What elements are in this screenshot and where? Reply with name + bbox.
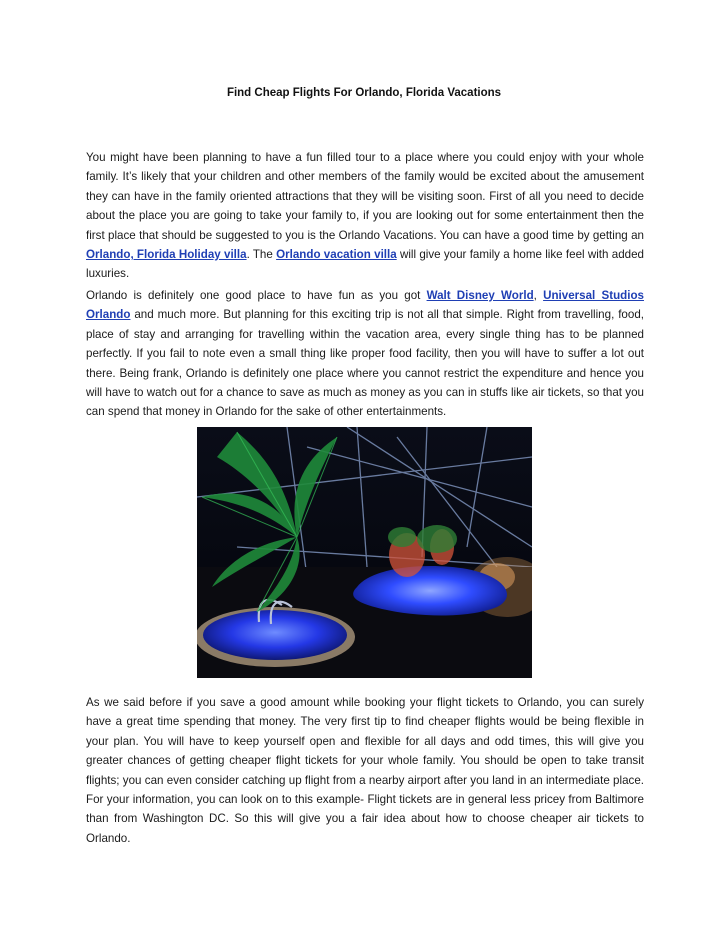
link-universal-studios[interactable]: Universal Studios Orlando [86, 289, 644, 322]
pool-photo [197, 427, 532, 678]
paragraph-text: Orlando is definitely one good place to have fun as you got [86, 289, 427, 302]
link-walt-disney-world[interactable]: Walt Disney World [426, 289, 534, 302]
link-holiday-villa[interactable]: Orlando, Florida Holiday villa [86, 248, 247, 262]
paragraph-text: will give your family a home like feel with added luxuries. [86, 248, 644, 281]
paragraph-orlando [86, 286, 644, 422]
paragraph-text: and much more. But planning for this exciting trip is not all that simple. Right from travelling, food, place of stay and arranging for travelling within the vacation area, every single thing has to be planned perfectly. If you fail to note even a small thing like proper food facility, then you will have to suffer a lot out there. Being frank, Orlando is definitely one place where you cannot restrict the expenditure and hence you will have to watch out for a chance to save as much as money as you can in stuffs like air tickets, so that you can spend that money in Orlando for the sake of other entertainments. [86, 308, 644, 419]
document-title: Find Cheap Flights For Orlando, Florida Vacations [226, 87, 502, 99]
paragraph-flight-tips: As we said before if you save a good amount while booking your flight tickets to Orlando, you can surely have a great time spending that money. The very first tip to find cheaper flights would be being flexible in your plan. You will have to keep yourself open and flexible for all days and odd times, this will give you greater chances of getting cheaper flight tickets for your whole family. You should be open to take transit flights; you can even consider catching up flight from a nearby airport after you land in an intermediate place. For your information, you can look on to this example- Flight tickets are in general less pricey from Baltimore than from Washington DC. So this will give you a fair idea about how to choose cheaper air tickets to Orlando. [86, 696, 644, 845]
paragraph-text: You might have been planning to have a fun filled tour to a place where you could enjoy with your whole family. It’s likely that your children and other members of the family would be excited about the amusement they can have in the family oriented attractions that they will be visiting soon. First of all you need to decide about the place you are going to take your family to, if you are looking out for some entertainment then the first place that should be suggested to you is the Orlando Vacations. You can have a good time by getting an [86, 151, 644, 242]
paragraph-text: , [533, 289, 544, 302]
link-vacation-villa[interactable]: Orlando vacation villa [276, 248, 397, 262]
paragraph-text: . The [246, 248, 277, 262]
paragraph-intro [86, 148, 644, 284]
